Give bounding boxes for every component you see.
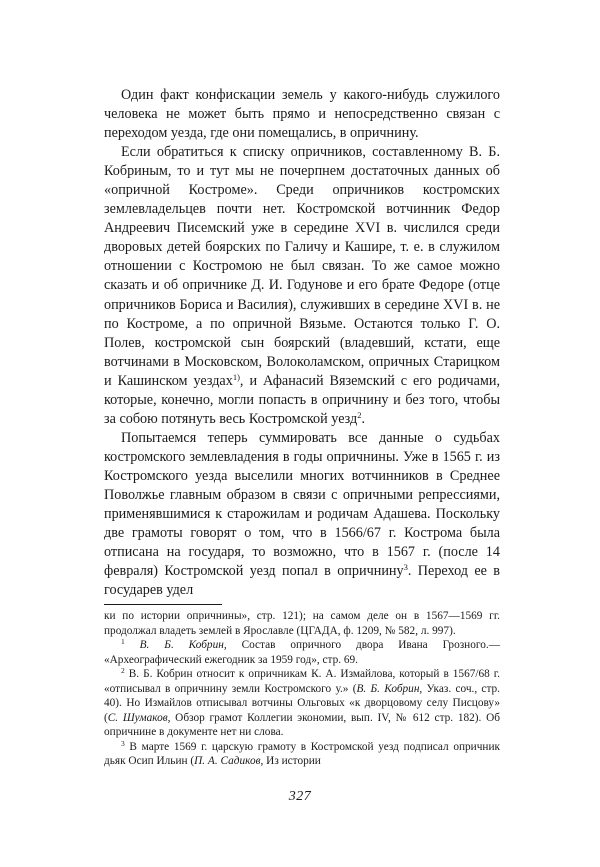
main-text	[104, 86, 500, 600]
body-paragraph	[104, 429, 500, 600]
footnote-text: В марте 1569 г. царскую грамоту в Костромской уезд подписал опричник дьяк Осип Ильин (	[104, 740, 500, 768]
footnote-author: П. А. Садиков,	[194, 755, 264, 768]
paragraph-text: . Переход ее в государев удел	[104, 563, 501, 599]
paragraph-text: Один факт конфискации земель у какого-нибудь служилого человека не может быть прямо и непосредственно связан с переходом уезда, где они помещались, в опричнину.	[104, 87, 500, 142]
footnote	[104, 740, 500, 769]
footnote	[104, 667, 500, 740]
footnote-number: 2	[121, 666, 125, 676]
paragraph-text: Попытаемся теперь суммировать все данные о судьбах костромского землевладения в годы опричнины. Уже в 1565 г. из Костромского уезда выселили многих вотчинников в Среднее Поволжье главным образом в связи с опричными репрессиями, применявшимися к старожилам и родичам Адашева. Поскольку две грамоты говорят о том, что в 1566/67 г. Кострома была отписана на государя, то возможно, что в 1567 г. (после 14 февраля) Костромской уезд попал в опричнину	[104, 429, 500, 580]
footnote-text: В. Б. Кобрин относит к опричникам К. А. Измайлова, который в 1567/68 г. «отписывал в опричнину земли Костромского у.» (	[104, 668, 500, 695]
footnote-reference: 1)	[232, 371, 240, 382]
footnote-separator	[104, 604, 222, 605]
footnote-number: 1	[121, 637, 125, 647]
footnote-text: Обзор грамот Коллегии экономии, вып. IV, № 612 стр. 182). Об опричнине в документе нет ни слова.	[104, 711, 500, 739]
footnote-text: Состав опричного двора Ивана Грозного.— «Археографический ежегодник за 1959 год», стр. 69.	[104, 639, 500, 666]
footnote-continuation: ки по истории опричнины», стр. 121); на самом деле он в 1567—1569 гг. продолжал владеть землей в Ярославле (ЦГАДА, ф. 1209, № 582, л. 997).	[104, 610, 500, 637]
footnote-text: Из истории	[263, 755, 321, 768]
paragraph-text: , и Афанасий Вяземский с его родичами, которые, конечно, могли попасть в опричнину и без того, чтобы за собою потянуть весь Костромской уезд	[104, 372, 500, 427]
body-paragraph	[104, 86, 500, 143]
footnote-number: 3	[121, 738, 125, 748]
footnote-author: В. Б. Кобрин,	[139, 639, 227, 652]
footnote-author: С. Шумаков,	[107, 711, 171, 724]
footnote-reference: 2	[357, 409, 362, 420]
footnotes	[104, 609, 500, 769]
page-content	[104, 86, 500, 769]
footnote	[104, 638, 500, 667]
paragraph-text: .	[361, 410, 366, 427]
footnote-reference: 3	[403, 562, 408, 573]
paragraph-text: Если обратиться к списку опричников, составленному В. Б. Кобриным, то и тут мы не почерпнем достаточных данных об «опричной Костроме». Среди опричников костромских землевладельцев почти нет. Костромской вотчинник Федор Андреевич Писемский уже в середине XVI в. числился среди дворовых детей боярских по Галичу и Каширe, т. е. в служилом отношении с Костромою не был связан. То же самое можно сказать и об опричнике Д. И. Годунове и его брате Федоре (отце опричников Бориса и Василия), служивших в середине XVI в. не по Костроме, а по опричной Вязьме. Остаются только Г. О. Полев, костромской сын боярский (владевший, кстати, еще вотчинами в Московском, Волоколамском, опричных Старицком и Кашинском уездах	[104, 144, 500, 389]
footnote-list	[104, 638, 500, 769]
page-number: 327	[288, 789, 312, 804]
footnote-text: Указ. соч., стр. 40). Но Измайлов отписывал вотчины Ольговых «к дворцовому селу Писцову» (	[104, 682, 500, 724]
body-paragraph	[104, 143, 500, 429]
footnote-author: В. Б. Кобрин,	[356, 682, 423, 695]
